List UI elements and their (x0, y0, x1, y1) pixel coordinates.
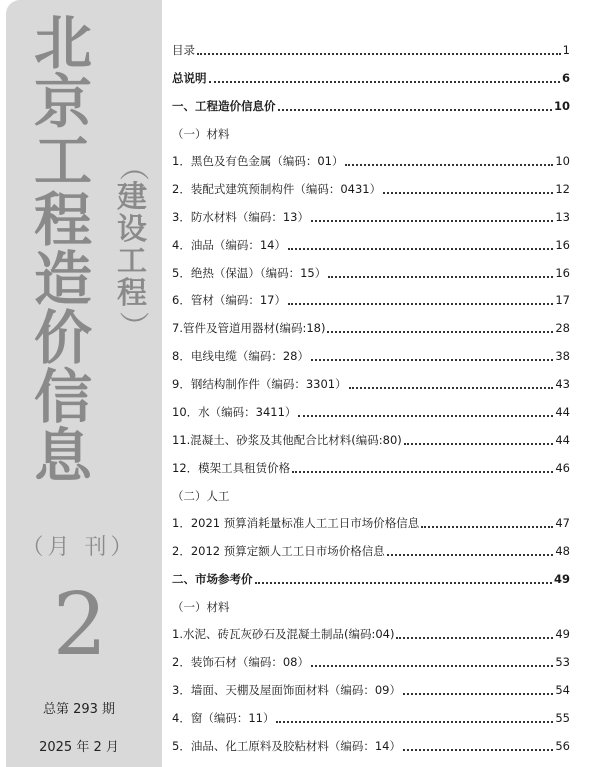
title-char: 京 (33, 68, 92, 136)
toc-entry-label: （二）人工 (172, 489, 230, 503)
subtitle-char: （ (115, 151, 150, 181)
toc-entry[interactable] (172, 66, 570, 86)
subtitle-char: 工 (117, 244, 147, 279)
toc-entry[interactable] (172, 205, 570, 225)
toc-entry[interactable] (172, 484, 570, 504)
dot-leader (197, 53, 561, 55)
title-char: 程 (33, 186, 92, 254)
toc-entry-page: 28 (555, 321, 570, 335)
toc-entry[interactable] (172, 344, 570, 364)
toc-entry[interactable] (172, 511, 570, 531)
toc-entry-label: 5．油品、化工原料及胶粘材料（编码：14） (172, 739, 401, 753)
toc-entry-page: 44 (555, 405, 570, 419)
toc-entry[interactable] (172, 456, 570, 476)
toc-entry-page: 55 (555, 711, 570, 725)
toc-entry[interactable] (172, 122, 570, 142)
dot-leader (278, 109, 552, 111)
toc-entry[interactable] (172, 428, 570, 448)
toc-entry-label: 4．油品（编码：14） (172, 238, 286, 252)
toc-entry-label: 总说明 (172, 71, 207, 85)
title-char: 工 (33, 127, 92, 195)
subtitle-char: ） (115, 311, 150, 341)
toc-entry[interactable] (172, 706, 570, 726)
dot-leader (349, 387, 554, 389)
toc-entry-page: 17 (555, 293, 570, 307)
toc-entry[interactable] (172, 539, 570, 559)
toc-entry[interactable] (172, 233, 570, 253)
dot-leader (311, 220, 553, 222)
dot-leader (298, 415, 553, 417)
dot-leader (311, 359, 553, 361)
toc-entry-page: 47 (555, 516, 570, 530)
toc-entry-label: 10．水（编码：3411） (172, 405, 297, 419)
toc-entry-label: 11.混凝土、砂浆及其他配合比材料(编码:80) (172, 433, 402, 447)
toc-entry-page: 12 (555, 182, 570, 196)
dot-leader (292, 471, 553, 473)
toc-entry-page: 13 (555, 210, 570, 224)
toc-entry-page: 53 (555, 655, 570, 669)
dot-leader (403, 749, 553, 751)
toc-entry-label: 8．电线电缆（编码：28） (172, 349, 309, 363)
toc-entry-page: 6 (561, 71, 570, 85)
toc-entry-page: 10 (555, 154, 570, 168)
toc-entry-page: 38 (555, 349, 570, 363)
journal-subtitle (110, 150, 154, 342)
toc-entry[interactable] (172, 149, 570, 169)
toc-entry-label: （一）材料 (172, 127, 230, 141)
toc-entry-label: 4．窗（编码：11） (172, 711, 275, 725)
toc-entry-page: 44 (555, 433, 570, 447)
toc-entry[interactable] (172, 734, 570, 754)
toc-entry[interactable] (172, 177, 570, 197)
toc-entry-page: 54 (555, 683, 570, 697)
toc-entry-label: 1.水泥、砖瓦灰砂石及混凝土制品(编码:04) (172, 627, 395, 641)
toc-entry-page: 49 (553, 572, 570, 586)
title-char: 北 (33, 9, 92, 77)
toc-entry[interactable] (172, 650, 570, 670)
toc-entry[interactable] (172, 678, 570, 698)
toc-entry-label: 一、工程造价信息价 (172, 99, 276, 113)
title-char: 信 (33, 363, 92, 431)
dot-leader (403, 693, 553, 695)
dot-leader (288, 248, 553, 250)
toc-entry[interactable] (172, 567, 570, 587)
journal-title (18, 9, 108, 490)
toc-entry-label: 2．装饰石材（编码：08） (172, 655, 309, 669)
dot-leader (421, 526, 553, 528)
toc-entry-page: 49 (555, 627, 570, 641)
issue-number: 2 (52, 575, 108, 675)
dot-leader (404, 443, 554, 445)
title-char: 造 (33, 245, 92, 313)
toc-entry-label: 9．钢结构制作件（编码：3301） (172, 377, 347, 391)
dot-leader (328, 276, 553, 278)
toc-entry-page: 16 (555, 266, 570, 280)
toc-entry-page: 43 (555, 377, 570, 391)
toc-entry[interactable] (172, 288, 570, 308)
dot-leader (209, 81, 560, 83)
toc-entry-page: 1 (562, 43, 570, 57)
dot-leader (327, 331, 553, 333)
dot-leader (345, 164, 553, 166)
toc-entry[interactable] (172, 595, 570, 615)
toc-entry[interactable] (172, 261, 570, 281)
toc-entry[interactable] (172, 622, 570, 642)
toc-entry-label: 3．防水材料（编码：13） (172, 210, 309, 224)
publication-date: 2025 年 2 月 (39, 740, 119, 755)
toc-entry-label: 7.管件及管道用器材(编码:18) (172, 321, 326, 335)
toc-entry-label: 二、市场参考价 (172, 572, 253, 586)
subtitle-char: 程 (117, 276, 147, 311)
toc-entry-page: 46 (555, 461, 570, 475)
dot-leader (276, 721, 553, 723)
toc-entry[interactable] (172, 372, 570, 392)
toc-entry-page: 16 (555, 238, 570, 252)
dot-leader (396, 637, 553, 639)
toc-entry-label: 目录 (172, 43, 195, 57)
toc-entry-label: 3．墙面、天棚及屋面饰面材料（编码：09） (172, 683, 401, 697)
dot-leader (311, 665, 553, 667)
toc-entry-page: 10 (553, 99, 570, 113)
toc-entry-label: 6．管材（编码：17） (172, 293, 286, 307)
dot-leader (383, 192, 553, 194)
monthly-label: （月 刊） (21, 535, 137, 560)
subtitle-char: 设 (117, 212, 147, 247)
toc-entry-label: 2．装配式建筑预制构件（编码：0431） (172, 182, 382, 196)
dot-leader (288, 303, 553, 305)
toc-entry[interactable] (172, 400, 570, 420)
toc-entry[interactable] (172, 94, 570, 114)
toc-entry-label: 5．绝热（保温）（编码：15） (172, 266, 327, 280)
subtitle-char: 建 (117, 180, 147, 215)
dot-leader (255, 582, 552, 584)
toc-entry-label: 2．2012 预算定额人工工日市场价格信息 (172, 544, 385, 558)
total-issue-label: 总第 293 期 (42, 702, 116, 717)
title-char: 价 (33, 304, 92, 372)
toc-entry-label: 1．黑色及有色金属（编码：01） (172, 154, 344, 168)
toc-entry-label: （一）材料 (172, 600, 230, 614)
toc-entry-label: 12．模架工具租赁价格 (172, 461, 291, 475)
toc-entry-page: 56 (555, 739, 570, 753)
toc-entry-label: 1．2021 预算消耗量标准人工工日市场价格信息 (172, 516, 420, 530)
toc-entry[interactable] (172, 316, 570, 336)
dot-leader (387, 554, 554, 556)
title-char: 息 (33, 422, 92, 490)
toc-entry[interactable] (172, 38, 570, 58)
toc-entry-page: 48 (555, 544, 570, 558)
